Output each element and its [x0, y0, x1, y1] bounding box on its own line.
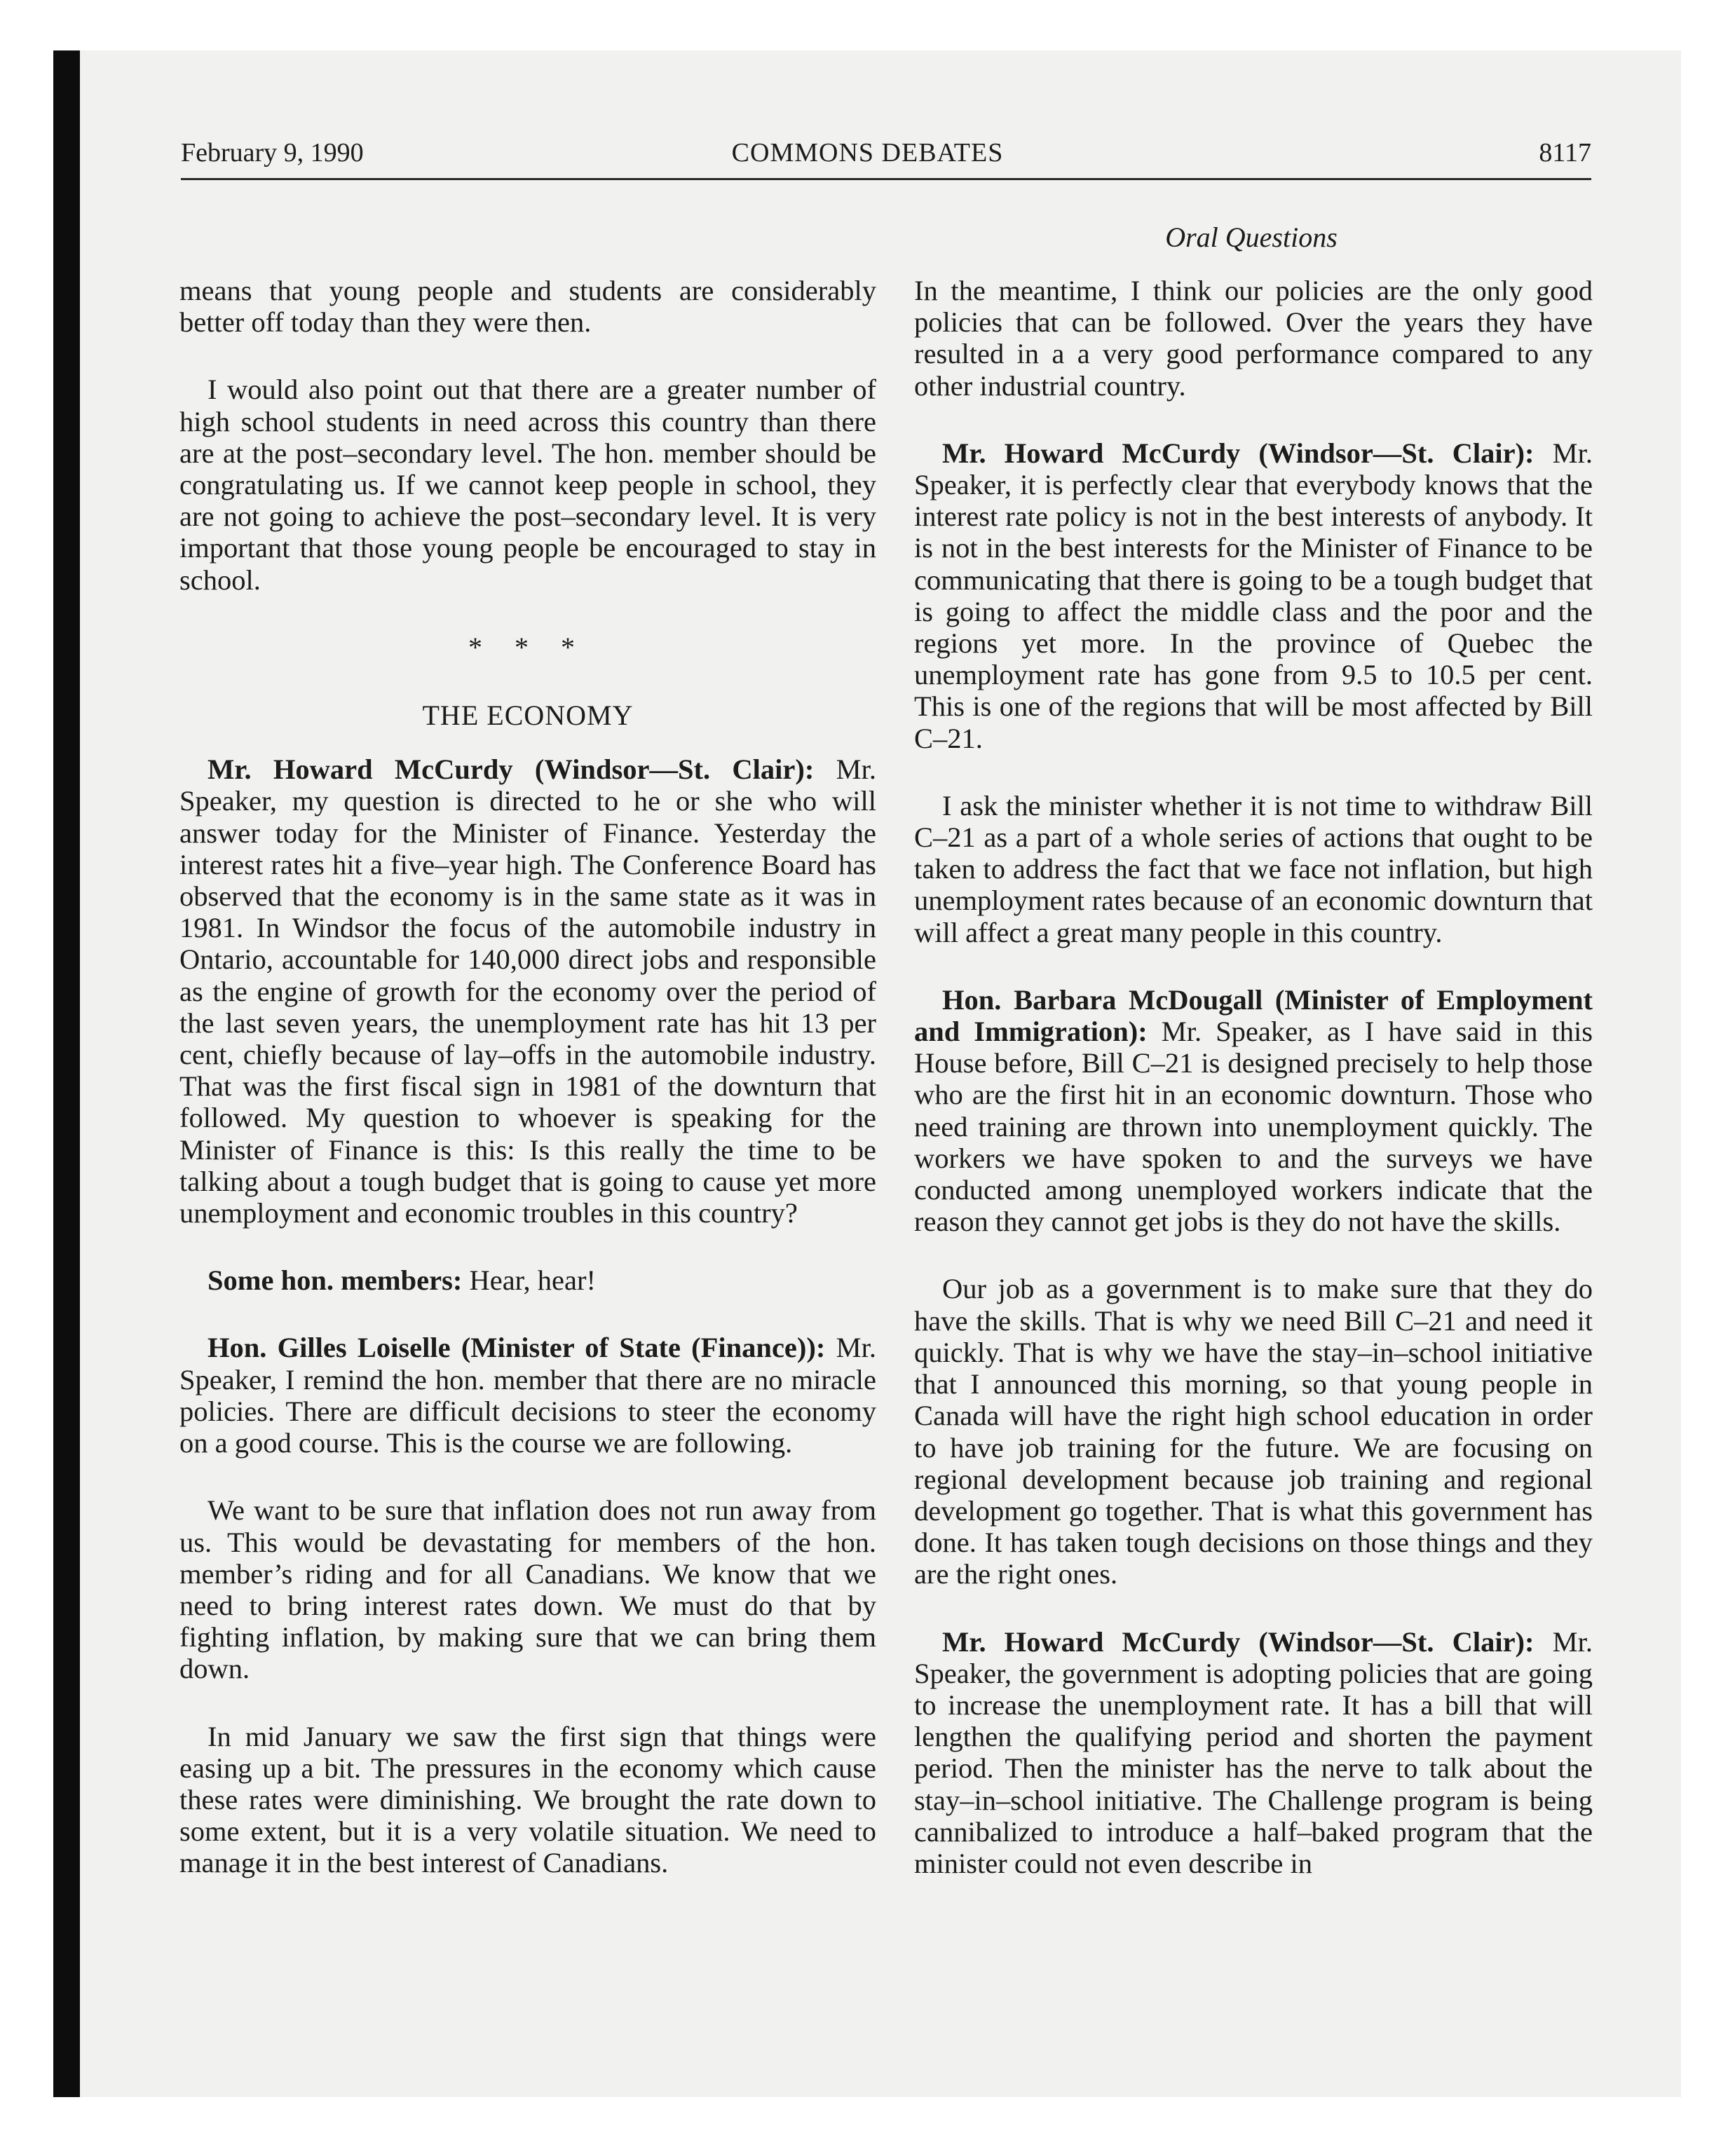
paragraph: Our job as a government is to make sure that they do have the skills. That is why we need Bill C–21 and need it quickly. That is why we have the stay–in–school initiative that I announced this morning, so that young people in Canada will have the right high school education in order to have job training for the future. We are focusing on regional development because job training and regional development go together. That is what this government has done. It has taken tough decisions on those things and they are the right ones. — [914, 1273, 1593, 1590]
paragraph: I would also point out that there are a greater number of high school students in need across this country than there are at the post–secondary level. The hon. member should be congratulating us. If we cannot keep people in school, they are not going to achieve the post–secondary level. It is very important that those young people be encouraged to stay in school. — [179, 374, 876, 596]
paragraph — [179, 1332, 876, 1459]
paragraph — [179, 1264, 876, 1296]
speaker-name: Hon. Gilles Loiselle (Minister of State (Finance)): — [207, 1332, 826, 1364]
paragraph — [914, 1626, 1593, 1880]
paragraph: In mid January we saw the first sign that things were easing up a bit. The pressures in the economy which cause these rates were diminishing. We brought the rate down to some extent, but it is a very volatile situation. We need to manage it in the best interest of Canadians. — [179, 1720, 876, 1879]
paragraph — [914, 984, 1593, 1238]
section-heading: THE ECONOMY — [422, 700, 634, 732]
speaker-name: Mr. Howard McCurdy (Windsor—St. Clair): — [207, 753, 815, 786]
speech-text: Mr. Speaker, it is perfectly clear that everybody knows that the interest rate policy is not in the best interests of anybody. It is not in the best interests for the Minister of Finance to be communicating that there is going to be a tough budget that is going to affect the middle class and the poor and the regions yet more. In the province of Quebec the unemployment rate has gone from 9.5 to 10.5 per cent. This is one of the regions that will be most affected by Bill C–21. — [914, 437, 1593, 754]
paragraph — [179, 753, 876, 1229]
header-page-number: 8117 — [1539, 138, 1591, 168]
speech-text: Mr. Speaker, as I have said in this House before, Bill C–21 is designed precisely to help those who are the first hit in an economic downturn. Those who need training are thrown into unemployment quickly. The workers we have spoken to and the surveys we have conducted among unemployed workers indicate that the reason they cannot get jobs is they do not have the skills. — [914, 1016, 1593, 1238]
speech-text: Mr. Speaker, I remind the hon. member that there are no miracle policies. There are difficult decisions to steer the economy on a good course. This is the course we are following. — [179, 1332, 876, 1459]
paragraph: means that young people and students are considerably better off today than they were then. — [179, 275, 876, 339]
paragraph — [914, 437, 1593, 754]
speech-text: Mr. Speaker, the government is adopting policies that are going to increase the unemployment rate. It has a bill that will lengthen the qualifying period and shorten the payment period. Then the minister has the nerve to talk about the stay–in–school initiative. The Challenge program is being cannibalized to introduce a half–baked program that the minister could not even describe in — [914, 1625, 1593, 1879]
left-column — [179, 275, 876, 1915]
header-date: February 9, 1990 — [181, 138, 364, 168]
header-publication: COMMONS DEBATES — [731, 138, 1004, 168]
speaker-name: Some hon. members: — [207, 1264, 463, 1297]
speech-text: Mr. Speaker, my question is directed to he or she who will answer today for the Minister of Finance. Yesterday the interest rates hit a five–year high. The Conference Board has observed that the economy is in the same state as it was in 1981. In Windsor the focus of the automobile industry in Ontario, accountable for 140,000 direct jobs and responsible as the engine of growth for the economy over the period of the last seven years, the unemployment rate has hit 13 per cent, chiefly because of lay–offs in the automobile industry. That was the first fiscal sign in 1981 of the downturn that followed. My question to whoever is speaking for the Minister of Finance is this: Is this really the time to be talking about a tough budget that is going to cause yet more unemployment and economic troubles in this country? — [179, 753, 876, 1229]
header-rule — [181, 178, 1591, 180]
speaker-name: Hon. Barbara McDougall (Minister of Employment and Immigration): — [914, 983, 1593, 1048]
running-head: Oral Questions — [1165, 221, 1338, 253]
paragraph: I ask the minister whether it is not time to withdraw Bill C–21 as a part of a whole series of actions that ought to be taken to address the fact that we face not inflation, but high unemployment rates because of an economic downturn that will affect a great many people in this country. — [914, 789, 1593, 948]
right-column — [914, 275, 1593, 1915]
paragraph: In the meantime, I think our policies are the only good policies that can be followed. Over the years they have resulted in a a very good performance compared to any other industrial country. — [914, 275, 1593, 402]
paragraph: We want to be sure that inflation does not run away from us. This would be devastating for members of the hon. member’s riding and for all Canadians. We know that we need to bring interest rates down. We must do that by fighting inflation, by making sure that we can bring them down. — [179, 1494, 876, 1685]
speech-text: Hear, hear! — [462, 1264, 596, 1297]
speaker-name: Mr. Howard McCurdy (Windsor—St. Clair): — [942, 437, 1535, 469]
section-separator: * * * — [468, 631, 587, 663]
speaker-name: Mr. Howard McCurdy (Windsor—St. Clair): — [942, 1625, 1535, 1658]
